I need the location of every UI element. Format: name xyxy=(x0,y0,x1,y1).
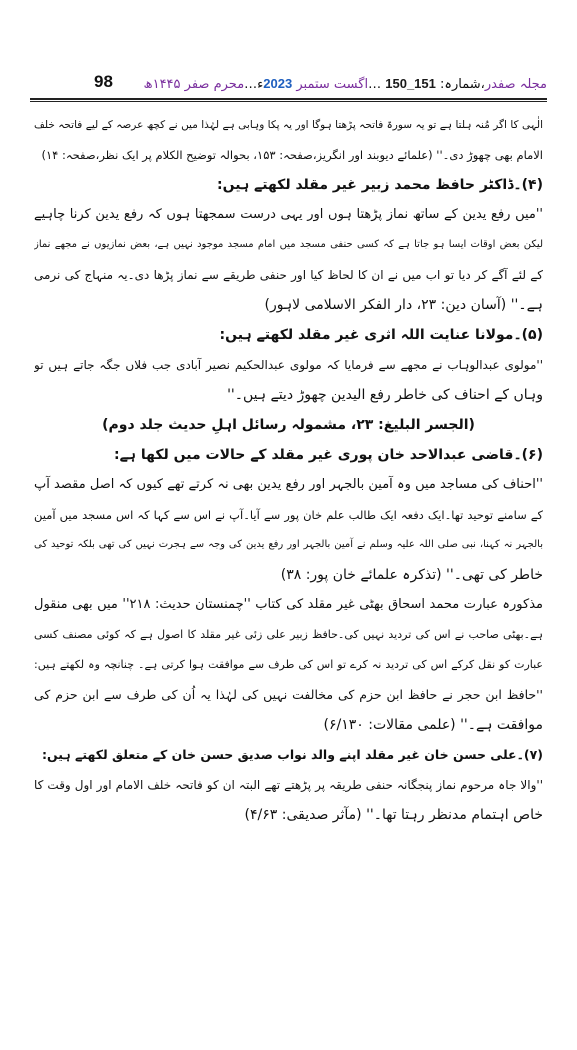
quote-line: خاطر کی تھی۔'' (تذکرہ علمائے خان پور: ۳۸) xyxy=(280,567,543,583)
issue-month: اگست ستمبر xyxy=(296,77,369,92)
text-line: عبارت کو نقل کرکے اس کی تردید نہ کرے تو اس کی طرف سے موافقت ہوا کرتی ہے۔ چنانچہ وہ لکھتے ہیں: xyxy=(34,658,543,671)
header-rule-thin xyxy=(30,101,547,102)
issue-hijri-date: محرم صفر ۱۴۴۵ھ xyxy=(143,77,245,92)
quote-line: بالجہر نہ کہنا، نبی صلی اللہ علیہ وسلم نے آمین بالجہر اور رفع یدین کی وجہ سے ہجرت نہیں کی تھی بلکہ توحید کی xyxy=(34,539,543,550)
magazine-name: مجلہ صفدر xyxy=(484,77,547,92)
quote-line: خاص اہتمام مدنظر رہتا تھا۔'' (مآثر صدیقی: ۴/۶۳) xyxy=(244,807,543,823)
quote-line: کے لئے آگے کر دیا تو اب میں نے ان کا لحاظ کیا اور حنفی طریقے سے نماز پڑھا دی۔یہ منہاج کی نرمی xyxy=(34,268,543,282)
quote-line: ''مولوی عبدالوہاب نے مجھے سے فرمایا کہ مولوی عبدالحکیم نصیر آبادی جب فلاں جگہ جاتے ہیں تو xyxy=(34,358,543,372)
section-heading: (۴)۔ڈاکٹر حافظ محمد زبیر غیر مقلد لکھتے ہیں: xyxy=(217,177,543,193)
quote-line: ''حافظ ابن حجر نے حافظ ابن حزم کی مخالفت نہیں کی لہٰذا یہ اُن کی طرف سے ابن حزم کی xyxy=(34,687,543,702)
reference-line: (الجسر البلیغ: ۲۳، مشمولہ رسائل اہلِ حدیث جلد دوم) xyxy=(102,417,475,433)
quote-line: موافقت ہے۔'' (علمی مقالات: ۶/۱۳۰) xyxy=(323,717,543,733)
section-heading: (۵)۔مولانا عنایت اللہ اثری غیر مقلد لکھتے ہیں: xyxy=(219,327,543,343)
page-header xyxy=(30,66,547,96)
page-number: 98 xyxy=(94,72,113,91)
text-line: الامام بھی چھوڑ دی۔'' (علمائے دیوبند اور انگریز،صفحہ: ۱۵۳، بحوالہ توضیح الکلام پر ایک نظر،صفحہ: ۱۴) xyxy=(41,148,543,162)
quote-line: ہے۔'' (آسان دین: ۲۳، دار الفکر الاسلامی لاہور) xyxy=(264,297,543,313)
section-heading: (۶)۔قاضی عبدالاحد خان پوری غیر مقلد کے حالات میں لکھا ہے: xyxy=(114,447,543,463)
section-heading: (۷)۔علی حسن خان غیر مقلد اپنے والد نواب صدیق حسن خان کے متعلق لکھتے ہیں: xyxy=(42,747,543,762)
issue-numbers: 151_150 xyxy=(385,76,436,91)
text-line: الٰہی کا اگر مُنہ ہلتا ہے تو یہ سورۃ فاتحہ پڑھتا ہوگا اور یہ پکا وہابی ہے لہٰذا میں نے کچھ عرصہ کے لیے فاتحہ خلف xyxy=(34,119,543,131)
issue-label: شمارہ: xyxy=(440,77,481,92)
page-body xyxy=(34,110,543,830)
quote-line: لیکن بعض اوقات ایسا ہو جاتا ہے کہ کسی حنفی مسجد میں امام مسجد موجود نہیں ہے، بعض نمازیوں نے مجھے نماز xyxy=(34,239,543,250)
issue-year: 2023 xyxy=(263,76,293,91)
quote-line: ''احناف کی مساجد میں وہ آمین بالجہر اور رفع یدین بھی نہ کرتے تھے کیوں کہ اصل مقصد آپ xyxy=(34,477,543,492)
text-line: ہے۔بھٹی صاحب نے اس کی تردید نہیں کی۔حافظ زبیر علی زئی غیر مقلد کا اصول ہے کہ کوئی مصنف کسی xyxy=(34,628,543,641)
quote-line: کے سامنے توحید تھا۔ایک دفعہ ایک طالب علم خان پور سے آیا۔آپ نے اس سے کہا کہ اس مسجد میں آمین xyxy=(34,508,543,522)
text-line: مذکورہ عبارت محمد اسحاق بھٹی غیر مقلد کی کتاب ''چمنستان حدیث: ۲۱۸'' میں بھی منقول xyxy=(34,597,543,612)
quote-line: وہاں کے احناف کی خاطر رفع الیدین چھوڑ دیتے ہیں۔'' xyxy=(227,387,543,403)
quote-line: ''والا جاہ مرحوم نماز پنجگانہ حنفی طریقہ پر پڑھتے تھے البتہ ان کو فاتحہ خلف الامام اور اول وقت کا xyxy=(34,778,543,792)
header-rule xyxy=(30,98,547,100)
quote-line: ''میں رفع یدین کے ساتھ نماز پڑھتا ہوں اور یہی درست سمجھتا ہوں کہ رفع یدین کرنا چاہیے xyxy=(34,207,543,222)
running-head: مجلہ صفدر،شمارہ: 151_150 …اگست ستمبر 2023ء…محرم صفر ۱۴۴۵ھ xyxy=(143,76,547,92)
